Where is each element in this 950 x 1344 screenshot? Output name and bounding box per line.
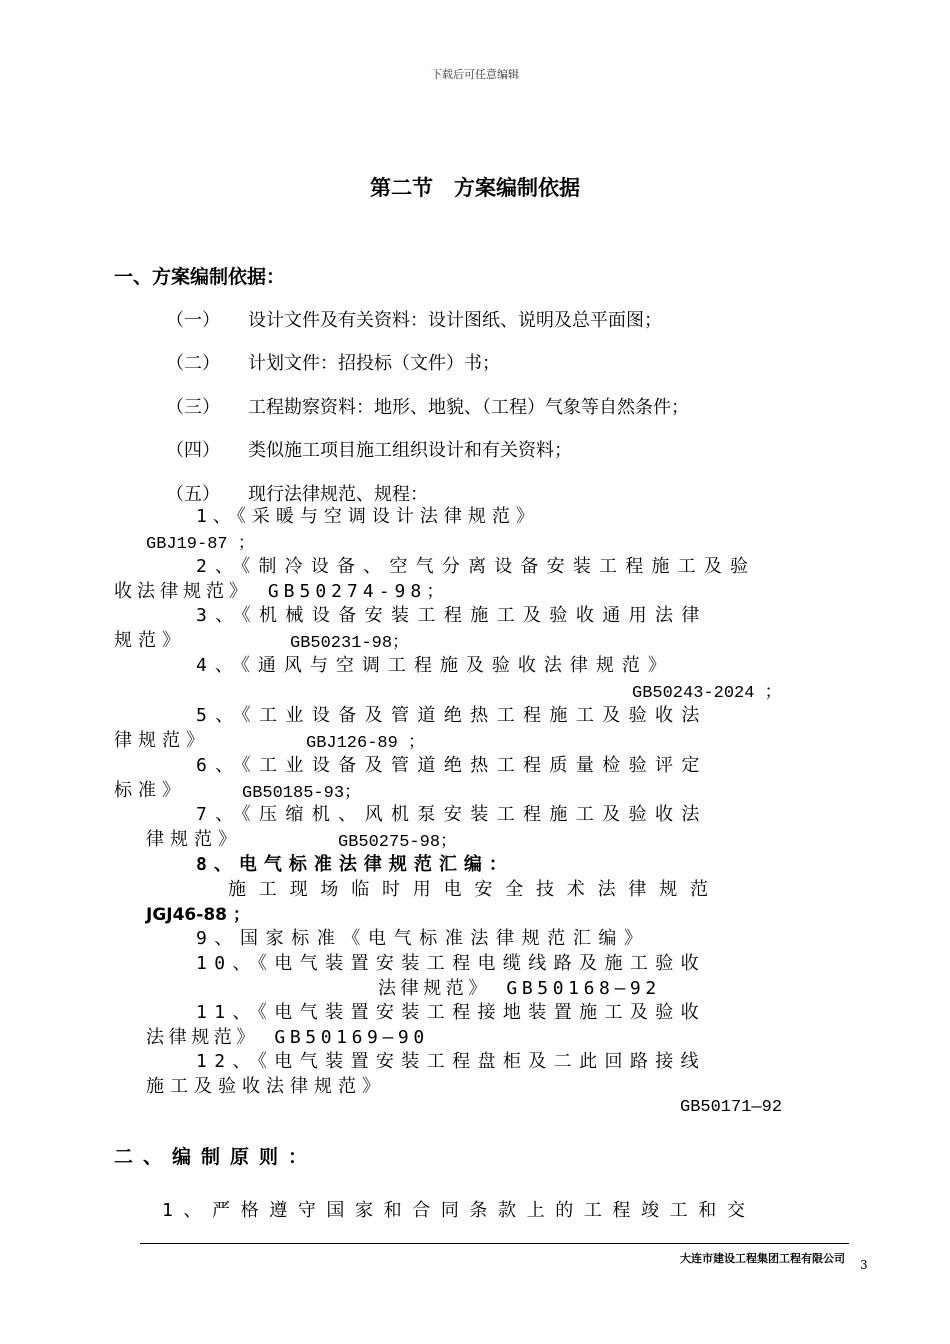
standard-code: GB50243-2024 ；	[632, 684, 782, 703]
standard-line: 6、《工业设备及管道绝热工程质量检验评定	[196, 755, 708, 776]
standard-line: 律规范》	[114, 730, 210, 751]
standard-code: GB50171—92	[680, 1098, 783, 1117]
standard-line: 10、《电气装置安装工程电缆线路及施工验收	[196, 953, 707, 974]
paragraph-line: 1、严格遵守国家和合同条款上的工程竣工和交	[162, 1200, 756, 1221]
standard-line: 2、《制冷设备、空气分离设备安装工程施工及验	[196, 556, 757, 577]
standard-line: 规范》	[114, 630, 186, 651]
standard-code: GB50231-98；	[290, 634, 410, 653]
standard-code: GBJ19-87 ；	[146, 535, 255, 554]
footer-divider	[140, 1243, 849, 1244]
standard-line: 9、国家标准《电气标准法律规范汇编》	[196, 928, 650, 949]
item-number: （二）	[166, 353, 220, 374]
standard-code: GB50275-98；	[338, 833, 458, 852]
item-number: （三）	[166, 397, 220, 418]
standard-line: 法律规范》 GB50169—90	[146, 1027, 429, 1048]
standard-line: 3、《机械设备安装工程施工及验收通用法律	[196, 605, 708, 626]
item-number: （一）	[166, 310, 220, 331]
standard-line: 法律规范》 GB50168—92	[378, 978, 661, 999]
part1-heading: 一、方案编制依据：	[114, 266, 286, 288]
page-number: 3	[860, 1258, 868, 1272]
standard-line: 标准》	[114, 780, 186, 801]
standard-code: JGJ46-88 ；	[146, 905, 250, 925]
standard-line: 收法律规范》 GB50274-98；	[114, 581, 450, 602]
standard-line: 8、电气标准法律规范汇编：	[196, 854, 514, 875]
standard-line: 12、《电气装置安装工程盘柜及二此回路接线	[196, 1051, 707, 1072]
item-number: （四）	[166, 440, 220, 461]
page-header: 下载后可任意编辑	[431, 68, 519, 81]
footer-company: 大连市建设工程集团工程有限公司	[680, 1252, 845, 1265]
standard-line: 1、《采暖与空调设计法律规范》	[196, 506, 540, 527]
standard-line: 施工现场临时用电安全技术法律规范	[228, 879, 721, 900]
item-text: 工程勘察资料：地形、地貌、（工程）气象等自然条件；	[248, 397, 689, 418]
standard-line: 4、《通风与空调工程施及验收法律规范》	[196, 655, 674, 676]
part2-heading: 二、编制原则：	[114, 1146, 318, 1168]
section-title: 第二节 方案编制依据	[370, 176, 580, 200]
standard-line: 11、《电气装置安装工程接地装置施工及验收	[196, 1002, 707, 1023]
standard-code: GBJ126-89 ；	[306, 734, 426, 753]
item-text: 设计文件及有关资料：设计图纸、说明及总平面图；	[248, 310, 662, 331]
standard-line: 施工及验收法律规范》	[146, 1076, 386, 1097]
item-number: （五）	[166, 484, 220, 505]
item-text: 计划文件：招投标（文件）书；	[248, 353, 500, 374]
standard-line: 5、《工业设备及管道绝热工程施工及验收法	[196, 705, 708, 726]
item-text: 类似施工项目施工组织设计和有关资料；	[248, 440, 572, 461]
item-text: 现行法律规范、规程：	[248, 484, 428, 505]
standard-line: 7、《压缩机、风机泵安装工程施工及验收法	[196, 804, 708, 825]
standard-code: GB50185-93；	[242, 784, 362, 803]
standard-line: 律规范》	[146, 829, 242, 850]
